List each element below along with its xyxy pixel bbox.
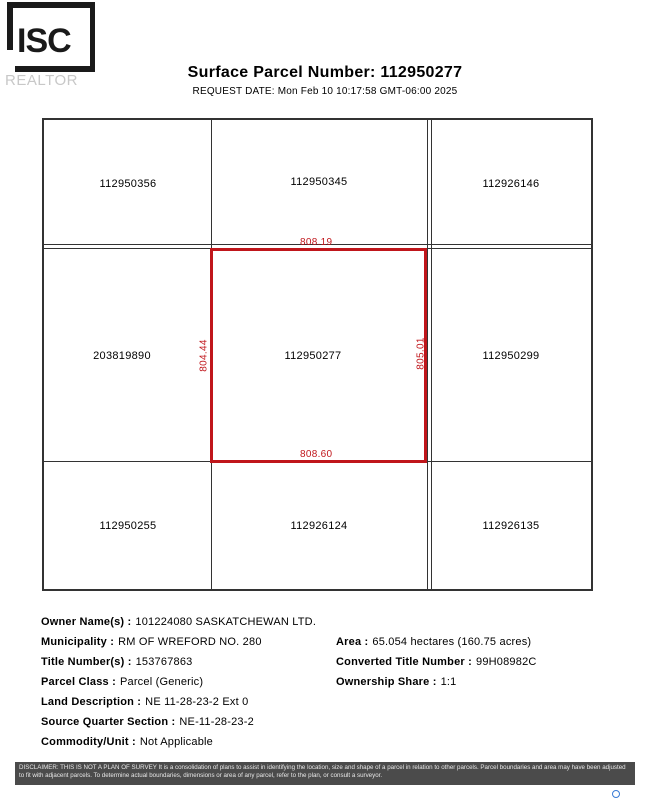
parcel-label-se: 112926135 [482,520,540,532]
municipality-value: RM OF WREFORD NO. 280 [118,636,262,648]
ownership-share-value: 1:1 [440,676,457,688]
area-label: Area : [336,636,369,648]
location-pin-icon [612,790,620,798]
title-number-value: 153767863 [135,656,193,668]
title-number-label: Title Number(s) : [41,656,132,668]
parcel-class-row [41,676,203,688]
area-value: 65.054 hectares (160.75 acres) [372,636,532,648]
dimension-right: 805.01 [415,337,427,370]
grid-line [427,120,428,591]
converted-title-value: 99H08982C [476,656,537,668]
grid-line [431,120,432,591]
dimension-bottom: 808.60 [300,449,333,460]
owner-label: Owner Name(s) : [41,616,132,628]
municipality-label: Municipality : [41,636,115,648]
parcel-label-n: 112950345 [290,176,348,188]
parcel-label-sw: 112950255 [99,520,157,532]
disclaimer-banner: DISCLAIMER: THIS IS NOT A PLAN OF SURVEY It is a consolidation of plans to assist in identifying the location, size and shape of a parcel in relation to other parcels. Parcel boundaries and area may have been adjusted to fit with adjacent parcels. To determine actual boundaries, dimensions or area of any parcel, refer to the plan, or consult a surveyor. [15,762,635,785]
parcel-map [42,118,593,591]
logo-text: ISC [17,22,71,60]
parcel-label-e: 112950299 [482,350,540,362]
ownership-share-row [336,676,457,688]
parcel-class-label: Parcel Class : [41,676,116,688]
title-number-row [41,656,192,668]
owner-value: 101224080 SASKATCHEWAN LTD. [135,616,317,628]
commodity-row [41,736,213,748]
parcel-label-s: 112926124 [290,520,348,532]
parcel-label-ne: 112926146 [482,178,540,190]
commodity-value: Not Applicable [139,736,213,748]
dimension-left: 804.44 [198,339,210,372]
converted-title-row [336,656,537,668]
commodity-label: Commodity/Unit : [41,736,136,748]
ownership-share-label: Ownership Share : [336,676,437,688]
source-quarter-row [41,716,254,728]
land-description-label: Land Description : [41,696,142,708]
parcel-label-nw: 112950356 [99,178,157,190]
page-title: Surface Parcel Number: 112950277 [187,64,463,81]
source-quarter-label: Source Quarter Section : [41,716,176,728]
area-row [336,636,531,648]
source-quarter-value: NE-11-28-23-2 [179,716,254,728]
parcel-class-value: Parcel (Generic) [119,676,204,688]
parcel-label-w: 203819890 [93,350,151,362]
land-description-row [41,696,248,708]
land-description-value: NE 11-28-23-2 Ext 0 [145,696,249,708]
converted-title-label: Converted Title Number : [336,656,473,668]
owner-row [41,616,316,628]
dimension-top: 808.19 [300,237,333,248]
request-date: REQUEST DATE: Mon Feb 10 10:17:58 GMT-06:00 2025 [192,86,458,97]
municipality-row [41,636,262,648]
parcel-label-center: 112950277 [284,350,342,362]
realtor-watermark: REALTOR [5,72,78,89]
